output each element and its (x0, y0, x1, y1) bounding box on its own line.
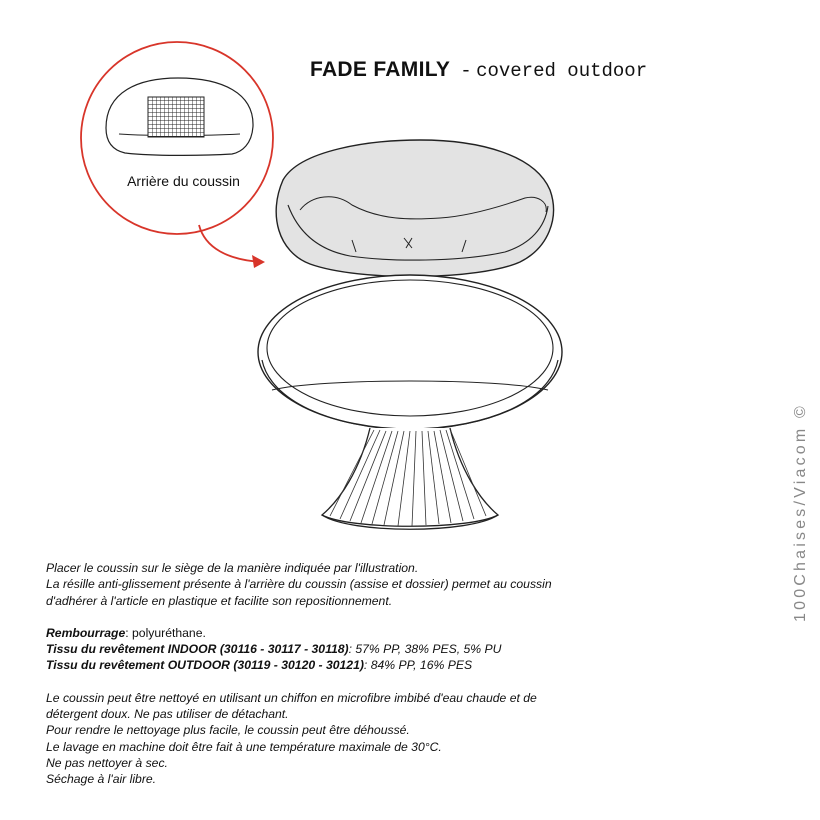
care-line: Séchage à l'air libre. (46, 772, 157, 787)
indoor-value: : 57% PP, 38% PES, 5% PU (348, 642, 502, 657)
callout-detail (81, 42, 273, 268)
title-main: FADE FAMILY (310, 58, 451, 81)
care-line: Ne pas nettoyer à sec. (46, 755, 168, 770)
intro-line: d'adhérer à l'article en plastique et facilite son repositionnement. (46, 593, 393, 608)
indoor-label: Tissu du revêtement INDOOR (30116 - 30117 - 30118) (46, 642, 349, 657)
cushion-shape (276, 140, 553, 277)
intro-line: Placer le coussin sur le siège de la manière indiquée par l'illustration. (46, 561, 419, 575)
cushion-drawing (276, 140, 553, 277)
care-line: Le coussin peut être nettoyé en utilisant un chiffon en microfibre imbibé d'eau chaude et de (46, 690, 537, 705)
outdoor-value: : 84% PP, 16% PES (363, 658, 473, 673)
chair-shell-inner (267, 280, 553, 416)
copyright-watermark: 100Chaises/Viacom © (792, 402, 809, 622)
care-line: détergent doux. Ne pas utiliser de détachant. (46, 707, 289, 722)
care-line: Le lavage en machine doit être fait à une température maximale de 30°C. (46, 739, 442, 754)
intro-line: La résille anti-glissement présente à l'arrière du coussin (assise et dossier) permet au coussin (46, 577, 552, 592)
anti-slip-mesh (148, 97, 204, 137)
care-line: Pour rendre le nettoyage plus facile, le coussin peut être déhoussé. (46, 723, 410, 738)
instructions-text (46, 560, 666, 788)
callout-arrowhead (252, 255, 265, 268)
title-separator: - (460, 60, 472, 82)
callout-caption: Arrière du coussin (127, 173, 240, 189)
title-subtitle: covered outdoor (476, 60, 648, 82)
indoor-fabric-spec (46, 641, 666, 657)
outdoor-fabric-spec (46, 657, 666, 673)
padding-value: : polyuréthane. (125, 625, 206, 640)
chair-drawing (258, 275, 562, 529)
outdoor-label: Tissu du revêtement OUTDOOR (30119 - 30120 - 30121) (46, 658, 364, 673)
padding-label: Rembourrage (46, 625, 126, 640)
padding-spec (46, 625, 666, 641)
